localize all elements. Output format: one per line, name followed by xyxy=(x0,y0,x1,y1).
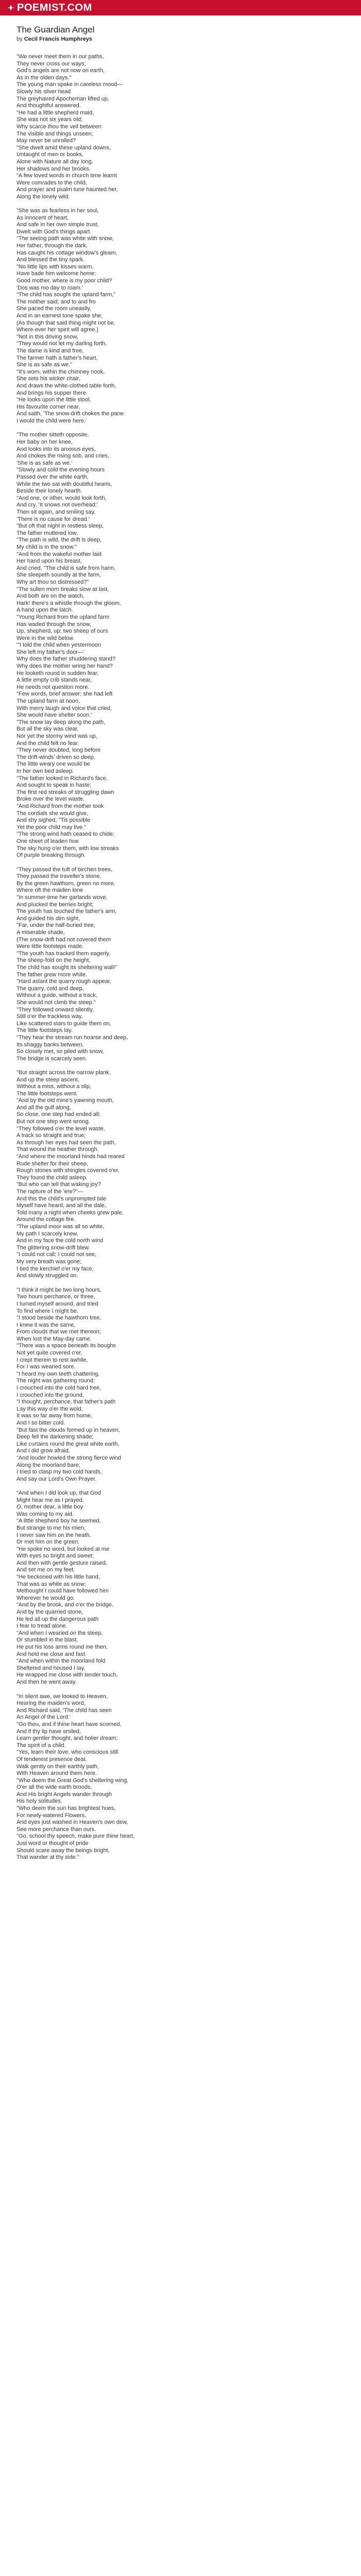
poem-line: The glittering snow-drift blew. xyxy=(17,1244,90,1251)
poem-line: He wrapped me close with tender touch, xyxy=(17,1672,118,1679)
poem-line: I fear to tread alone. xyxy=(17,1623,68,1630)
poem-line: Has caught his cottage window's gleam, xyxy=(17,249,118,256)
poem-line: Learn gentler thought, and holier dream; xyxy=(17,1735,118,1742)
byline-prefix: by xyxy=(17,36,23,42)
stanza xyxy=(17,54,344,425)
poem-line: He put his loss arms round me then, xyxy=(17,1644,108,1650)
poem-line: When lost the May-day came. xyxy=(17,1335,92,1342)
poem-line: "The seeing path was white with snow, xyxy=(17,235,113,242)
poem-line: "And louder howled the strong fierce wind xyxy=(17,1454,121,1461)
poem-line: The child has sought its sheltering wall!" xyxy=(17,964,118,971)
poem-line: "Hard aslant the quarry rough appear, xyxy=(17,978,111,985)
poem-line: Up, shepherd, up; two sheep of ours xyxy=(17,628,108,635)
poem-line: "I think it might be two long hours, xyxy=(17,1286,102,1293)
poem-line: "'I told the child when yestermoon xyxy=(17,642,101,649)
poem-line: "They passed the tuft of birchen trees, xyxy=(17,866,112,873)
poem-line: The little weary one would be xyxy=(17,761,90,768)
poem-line: I would the child were here.' xyxy=(17,417,87,424)
poem-line: They found the child asleep. xyxy=(17,1174,88,1181)
poem-line: Along the moorland bare; xyxy=(17,1462,80,1468)
poem-line: Her shadows and her brooks. xyxy=(17,165,91,172)
poem-line: "The youth has tracked them eagerly, xyxy=(17,950,110,957)
poem-line: In her own bed asleep. xyxy=(17,768,74,774)
poem-line: That wander at thy side." xyxy=(17,1854,79,1861)
poem-line: Has waded through the snow, xyxy=(17,621,91,628)
poem-line: He looketh round in sudden fear, xyxy=(17,670,99,676)
poem-line: The dame is kind and free, xyxy=(17,347,84,354)
poem-line: She sleepeth soundly at the farm, xyxy=(17,572,101,579)
poem-line: Myself have heard, and all the dale, xyxy=(17,1202,106,1209)
poem-line: As through her eyes had seen the path, xyxy=(17,1139,116,1146)
poem-line: (As though that said thing might not be, xyxy=(17,319,116,326)
poem-line: The father muttered low, xyxy=(17,530,78,536)
poem-line: And this the child's unprompted tale xyxy=(17,1195,106,1202)
poem-line: He led all up the dangerous path xyxy=(17,1616,99,1622)
poem-line: She left my father's door—' xyxy=(17,649,85,655)
poem-line: And by the quarried stone, xyxy=(17,1609,84,1616)
poem-line: "The path is wild, the drift is deep, xyxy=(17,537,102,544)
poem-line: She would have shelter soon.' xyxy=(17,712,92,719)
poem-line: And cry, 'It snows not overhead;' xyxy=(17,502,98,509)
poem-line: "And when I did look up, that God xyxy=(17,1489,101,1496)
poem-line: And then he went away. xyxy=(17,1679,77,1685)
poem-line: Her hand upon his breast, xyxy=(17,558,82,565)
poem-line: "The child has sought the upland farm," xyxy=(17,292,116,298)
poem-line: Her father, through the dark, xyxy=(17,243,88,249)
poem-line: That wound the heather through. xyxy=(17,1146,99,1153)
stanza xyxy=(17,432,344,859)
poem-line: To find where I might be. xyxy=(17,1308,78,1314)
poem-line: Nor yet the stormy wind was up, xyxy=(17,733,97,739)
poem-line: I crept therein to rest awhile, xyxy=(17,1357,88,1363)
poem-line: I crouched into the cold hard tree, xyxy=(17,1385,101,1392)
poem-line: Were little footsteps made. xyxy=(17,943,84,950)
poem-line: Not yet quite covered o'er, xyxy=(17,1350,83,1357)
poem-line: And blessed the tiny spark. xyxy=(17,257,85,263)
poem-line: Hark! there's a whistle through the gloom, xyxy=(17,600,121,606)
poem-line: "They hear the stream run hoarse and deep, xyxy=(17,1034,128,1041)
poem-line: A miserable shade, xyxy=(17,929,65,936)
poem-line: "Few words, brief answer; she had left xyxy=(17,691,113,698)
poem-line: Sheltered and housed I lay, xyxy=(17,1665,86,1671)
poem-line: And I did grow afraid. xyxy=(17,1448,70,1454)
poem-line: She is as safe as we." xyxy=(17,362,72,368)
author-link[interactable]: Cecil Francis Humphreys xyxy=(24,36,92,42)
poem-line: Dwelt with God's things apart. xyxy=(17,228,92,235)
poem-line: "He beckoned with his little hand, xyxy=(17,1574,100,1581)
poem-line: "It's worn, within the chimney nook, xyxy=(17,368,105,375)
poem-line: "The mother sitteth opposite, xyxy=(17,432,89,438)
poem-line: The drift-winds' driven so deep, xyxy=(17,754,95,760)
poem-line: "He had a little shepherd maid, xyxy=(17,109,94,116)
poem-line: "But oft that night in restless sleep, xyxy=(17,523,104,530)
poem-line: Might hear me as I prayed, xyxy=(17,1497,84,1503)
poem-line: Around the cottage fire. xyxy=(17,1216,76,1223)
poem-line: See more perchance than ours. xyxy=(17,1826,96,1833)
poem-line: "In silent awe, we looked to Heaven, xyxy=(17,1693,108,1700)
poem-line: "I stood beside the hawthorn tree, xyxy=(17,1315,102,1321)
poem-line: I tied the kerchief o'er my face, xyxy=(17,1265,94,1272)
poem-line: Like scattered stars to guide them on, xyxy=(17,1020,111,1027)
poem-line: "The father looked in Richard's face, xyxy=(17,775,108,782)
poem-line: Good mother, where is my poor child? xyxy=(17,278,112,284)
poem-line: The visible and things unseen; xyxy=(17,130,93,137)
poem-line: "She dwelt amid these upland downs, xyxy=(17,144,111,151)
poem-line: And saith, 'The snow-drift chokes the pane: xyxy=(17,411,125,417)
poem-line: The youth has touched the father's arm, xyxy=(17,908,117,915)
poem-line: By the green hawthorn, green no more, xyxy=(17,880,116,887)
poem-line: And plucked the berries bright; xyxy=(17,901,94,908)
poem-line: Methought I could have followed him xyxy=(17,1588,109,1595)
poem-line: O'er all the wide earth broods, xyxy=(17,1784,92,1791)
poem-line: The farmer hath a father's heart, xyxy=(17,354,98,361)
poem-line: I crouched into the ground. xyxy=(17,1392,84,1398)
poem-line: "I heard my own teeth chattering, xyxy=(17,1370,100,1377)
poem-line: And brings his supper there. xyxy=(17,389,88,396)
stanza xyxy=(17,1693,344,1861)
poem-line: 'There is no cause for dread.' xyxy=(17,516,90,522)
poem-line: And chokes the rising sob, and cries, xyxy=(17,453,109,460)
poem-line: "And by the old mine's yawning mouth, xyxy=(17,1097,114,1104)
poem-line: The mother said; and to and fro xyxy=(17,298,96,305)
poem-line: "They followed o'er the level waste, xyxy=(17,1125,105,1132)
poem-line: Or met him on the green. xyxy=(17,1539,80,1546)
poem-line: Have bade him welcome home: xyxy=(17,270,96,277)
poem-line: "But straight across the narrow plank, xyxy=(17,1069,111,1076)
poem-line: The sky hung o'er them, with low streaks xyxy=(17,845,119,852)
poem-line: He needs not question more. xyxy=(17,684,90,690)
poem-line: The bridge is scarcely seen. xyxy=(17,1055,87,1062)
poem-line: But not one step went wrong. xyxy=(17,1118,90,1125)
poem-line: A hand upon the latch. xyxy=(17,607,73,614)
poem-line: But all the sky was clear, xyxy=(17,726,79,733)
poem-line: "Not in this driving snow, xyxy=(17,333,78,340)
poem-line: Untaught of men or books, xyxy=(17,151,84,158)
poem-line: The father grew more white. xyxy=(17,971,87,978)
poem-line: (The snow-drift had not covered them xyxy=(17,936,111,943)
poem-line: Slowly his sliver head xyxy=(17,88,71,95)
poem-line: "But who can tell that waking joy? xyxy=(17,1181,101,1188)
poem-line: She was not six years old; xyxy=(17,116,83,123)
poem-line xyxy=(17,1062,344,1070)
poem-line: An Angel of the Lord.' xyxy=(17,1714,71,1721)
poem-line: One sheet of leaden hue xyxy=(17,838,79,844)
poem-line: O, mother dear, a little boy xyxy=(17,1504,84,1511)
poem-line: It was so far away from home, xyxy=(17,1413,92,1419)
poem-line: God's angels are not now on earth, xyxy=(17,67,105,74)
poem-line: "But fast the clouds formed up in heaven, xyxy=(17,1427,120,1433)
poem-line: The greyhaired Apocheman lifted up, xyxy=(17,95,109,102)
poem-line: "And when I wearied on the steep, xyxy=(17,1630,103,1636)
poem-line: "Far, under the half-buried tree, xyxy=(17,922,95,929)
poem-line: The young man spake in careless mood— xyxy=(17,81,123,88)
poem-line: And Richard said, 'The child has seen xyxy=(17,1707,112,1714)
poem-line: Walk gently on their earthly path, xyxy=(17,1763,99,1770)
poem-line: But strange to me his mien, xyxy=(17,1524,86,1531)
poem-line: With merry laugh and voice that cried, xyxy=(17,705,112,711)
poem-line: Yet the poor child may live." xyxy=(17,824,86,831)
poem-content xyxy=(0,15,361,1861)
logo-mark-icon xyxy=(7,4,14,11)
poem-line: And safe in her own simple trust, xyxy=(17,222,99,228)
poem-line: Rough stones with shingles covered o'er, xyxy=(17,1167,120,1174)
poem-line: And held me close and fast. xyxy=(17,1651,87,1657)
poem-line xyxy=(17,200,344,208)
poem-line: Wherever he would go. xyxy=(17,1595,75,1601)
poem-line: Why art thou so distressed?" xyxy=(17,579,89,585)
poem-line: His favourite corner near, xyxy=(17,403,80,410)
poem-line: Told many a night when cheeks grew pale, xyxy=(17,1209,124,1216)
poem-line: And prayer and psalm tune haunted her, xyxy=(17,187,118,193)
poem-line: The quarry, cold and deep, xyxy=(17,985,84,992)
poem-line: "A little shepherd boy he seemed, xyxy=(17,1518,101,1524)
poem-line: Was coming to my aid. xyxy=(17,1511,74,1517)
poem-line: I tried to clasp my two cold hands, xyxy=(17,1469,102,1476)
poem-line: Were comrades to the child, xyxy=(17,179,87,186)
poem-line: A little empty crib stands near, xyxy=(17,677,92,684)
poem-line: Were in the wild below. xyxy=(17,635,75,641)
poem-line: And then with gentle gesture raised, xyxy=(17,1560,107,1566)
poem-line: Her baby on her knee, xyxy=(17,439,73,446)
poem-line: "They would not let my darling forth, xyxy=(17,341,107,347)
poem-line: My child is in the snow." xyxy=(17,544,77,550)
poem-line: "There was a space beneath its boughs xyxy=(17,1343,116,1349)
poem-line: And say our Lord's Own Prayer. xyxy=(17,1476,96,1482)
poem-line: Without a miss, without a slip, xyxy=(17,1083,91,1090)
poem-line: They passed the traveller's stone, xyxy=(17,873,102,880)
poem-line: And guided his dim sight, xyxy=(17,915,80,922)
poem-line: "The strong wind hath ceased to chide; xyxy=(17,831,114,838)
poem-line: I never saw him on the heath, xyxy=(17,1532,91,1538)
poem-line: Why scarce thou the veil between xyxy=(17,123,102,130)
poem-line: While the two sat with doubtful hearts, xyxy=(17,481,112,487)
poem-line: Or stumbled in the blast, xyxy=(17,1637,78,1643)
poem-line: Where-ever her spirit will agree.) xyxy=(17,327,99,333)
poem-line: And sought to speak in haste; xyxy=(17,782,91,789)
poem-line: "A few loved words in church time learnt xyxy=(17,173,117,179)
poem-line: Should scare away the beings bright, xyxy=(17,1847,110,1854)
poem-line: "The snow lay deep along the path, xyxy=(17,719,106,725)
poem-line: The upland farm at noon, xyxy=(17,698,80,705)
poem-line: The rapture of the 'ere?"— xyxy=(17,1189,84,1195)
poem-line: That was as white as snow; xyxy=(17,1581,86,1587)
poem-line: Just word or thought of pride xyxy=(17,1840,89,1847)
poem-line: "Slowly and cold the evening hours xyxy=(17,467,105,473)
site-logo[interactable] xyxy=(7,2,92,14)
poem-line: Along the lonely wild. xyxy=(17,193,70,200)
poem-line: And I so bitter cold. xyxy=(17,1420,65,1426)
poem-line: "In summer-time her garlands wove, xyxy=(17,894,108,901)
poem-line: "And Richard from the mother took xyxy=(17,803,104,809)
poem-line: "And when within the moorland fold xyxy=(17,1658,106,1665)
poem-line: Where oft the maiden lone xyxy=(17,887,84,894)
poem-line: From clouds that we met thereon; xyxy=(17,1329,101,1335)
poem-line: I knew it was the same, xyxy=(17,1321,76,1328)
poem-line: "Young Richard from the upland farm xyxy=(17,614,110,620)
poem-line: "We never meet them in our paths, xyxy=(17,54,104,60)
poem-line: Rude shelter for their sheep, xyxy=(17,1160,88,1167)
poem-line: 'Dos was mo day to roam.' xyxy=(17,284,83,291)
poem-line: Its shaggy banks between, xyxy=(17,1041,84,1048)
poem-line: "The sullen morn breaks slow at last, xyxy=(17,586,109,592)
poem-line: Passed over the white earth, xyxy=(17,474,89,481)
poem-line: Like curtains round the great white earth, xyxy=(17,1440,120,1447)
poem-line: May never be unrolled? xyxy=(17,138,76,144)
poem-line: And in my face the cold north wind xyxy=(17,1238,104,1244)
poem-line: "Go, school thy speech, make pure thine heart, xyxy=(17,1833,135,1840)
poem-line: "And where the moorland hinds had reared xyxy=(17,1154,125,1160)
poem-line: Alone with Nature all day long, xyxy=(17,158,93,165)
poem-line: And the child felt no fear. xyxy=(17,740,79,747)
poem-line: Then sit again, and smiling say, xyxy=(17,509,96,515)
poem-line: The sheep-fold on the height, xyxy=(17,957,91,964)
poem-line: My very breath was gone; xyxy=(17,1258,81,1265)
logo-text: POEMIST.COM xyxy=(17,2,92,13)
poem-line: And slowly struggled on. xyxy=(17,1273,78,1279)
poem-line: And set me on my feet. xyxy=(17,1567,75,1573)
poem-line: And His bright Angels wander through xyxy=(17,1791,112,1798)
poem-line: "I thought, perchance, that father's path xyxy=(17,1399,116,1405)
poem-line: And up the steep ascent, xyxy=(17,1076,79,1083)
poem-line: For newly-watered Flowers, xyxy=(17,1812,87,1819)
stanza xyxy=(17,867,344,1280)
poem-title: The Guardian Angel xyxy=(17,25,95,35)
poem-line: My path I scarcely knew, xyxy=(17,1230,78,1237)
poem-line: Still o'er the trackless way, xyxy=(17,1013,83,1020)
poem-line: Of purple breaking through. xyxy=(17,852,86,859)
poem-line: "They never doubted, long before xyxy=(17,747,101,754)
poem-line: As innocent of heart, xyxy=(17,214,69,221)
poem-line: 'She is as safe as we.' xyxy=(17,460,73,466)
poem-line: A track so straight and true; xyxy=(17,1132,86,1139)
poem-line: As in the olden days." xyxy=(17,74,72,81)
poem-line: The spirit of a child. xyxy=(17,1742,66,1749)
poem-line: The cordials she would give, xyxy=(17,810,88,817)
poem-line: "Who deem the Great God's sheltering wing, xyxy=(17,1777,128,1784)
poem-line: "He looks upon the little stool, xyxy=(17,397,91,403)
poem-line: "She was as fearless in her soul, xyxy=(17,208,99,214)
poem-line: "I could not call; I could not see, xyxy=(17,1251,96,1258)
poem-line: And both are on the watch, xyxy=(17,593,85,600)
poem-line: She paced the room uneasily, xyxy=(17,306,91,312)
poem-line: "No little lips with kisses warm, xyxy=(17,263,94,270)
poem-line: "He spoke no word, but looked at me xyxy=(17,1546,110,1552)
poem-line: And shy sighed, "Tis possible xyxy=(17,817,90,824)
poem-line: Deep fell the darkening shade; xyxy=(17,1434,94,1440)
poem-line xyxy=(17,1483,344,1490)
poem-line: They never cross our ways; xyxy=(17,60,86,67)
poem-line: And draws the white-clothed table forth, xyxy=(17,382,117,389)
site-header xyxy=(0,0,361,15)
poem-line: And looks into its anxious eyes, xyxy=(17,446,96,452)
poem-line: The little footsteps lay. xyxy=(17,1027,73,1034)
poem-line: Hearing the maiden's word, xyxy=(17,1700,86,1707)
poem-line: The little footsteps went. xyxy=(17,1090,78,1097)
poem-line: "And from the wakeful mother laid xyxy=(17,551,102,557)
poem-line: Two hours perchance, or three, xyxy=(17,1294,95,1300)
poem-body xyxy=(17,54,344,1861)
poem-line: Why does the father shuddering stand? xyxy=(17,656,116,663)
poem-line: So closely met, so piled with snow, xyxy=(17,1048,104,1055)
poem-line: With eyes so bright and sweet; xyxy=(17,1553,94,1560)
poem-line: And if thy lip have smiled, xyxy=(17,1728,81,1735)
poem-line: "Who deem the sun has brightest hues, xyxy=(17,1805,116,1812)
poem-line: Without a guide, without a track, xyxy=(17,992,97,999)
poem-line: I turned myself around, and tried xyxy=(17,1300,99,1307)
poem-line: And cried, "The child is safe from harm, xyxy=(17,565,116,571)
poem-line: For I was wearied sore. xyxy=(17,1364,76,1370)
poem-line: So close, one step had ended all; xyxy=(17,1111,101,1118)
poem-line: She sets his wicker chair, xyxy=(17,376,80,382)
poem-line: Broke over the level waste. xyxy=(17,796,85,803)
poem-line: Lay this way o'er the wold, xyxy=(17,1405,83,1412)
poem-line: And thoughtful answered. xyxy=(17,103,81,109)
poem-line: Beside their lonely hearth. xyxy=(17,488,83,495)
poem-line: "The upland moor was all so white, xyxy=(17,1223,105,1230)
poem-line: Why does the mother wring her hand? xyxy=(17,663,113,670)
poem-line: "And one, or other, would look forth, xyxy=(17,495,107,501)
poem-line: And in an earnest tone spake she, xyxy=(17,312,103,319)
poem-line: Of tenderest presence dear, xyxy=(17,1756,87,1762)
poem-line: "Yes, learn their love, who conscious still xyxy=(17,1749,119,1756)
poem-line: And all the gulf along, xyxy=(17,1104,71,1111)
byline xyxy=(17,36,344,42)
stanza xyxy=(17,1287,344,1686)
poem-line: The first red streaks of struggling dawn xyxy=(17,789,114,795)
poem-line: And eyes just washed in Heaven's own dew, xyxy=(17,1819,128,1826)
poem-line: "And by the brook, and o'er the bridge, xyxy=(17,1602,113,1608)
poem-line: "They followed onward silently, xyxy=(17,1006,94,1013)
poem-line: She would not climb the steep." xyxy=(17,999,96,1006)
poem-line: The night was gathering round; xyxy=(17,1378,95,1384)
poem-line: With Heaven around them here. xyxy=(17,1770,97,1777)
poem-line: His holy solitudes. xyxy=(17,1798,62,1805)
poem-line: "Go thou, and if thine heart have scorned, xyxy=(17,1721,122,1727)
